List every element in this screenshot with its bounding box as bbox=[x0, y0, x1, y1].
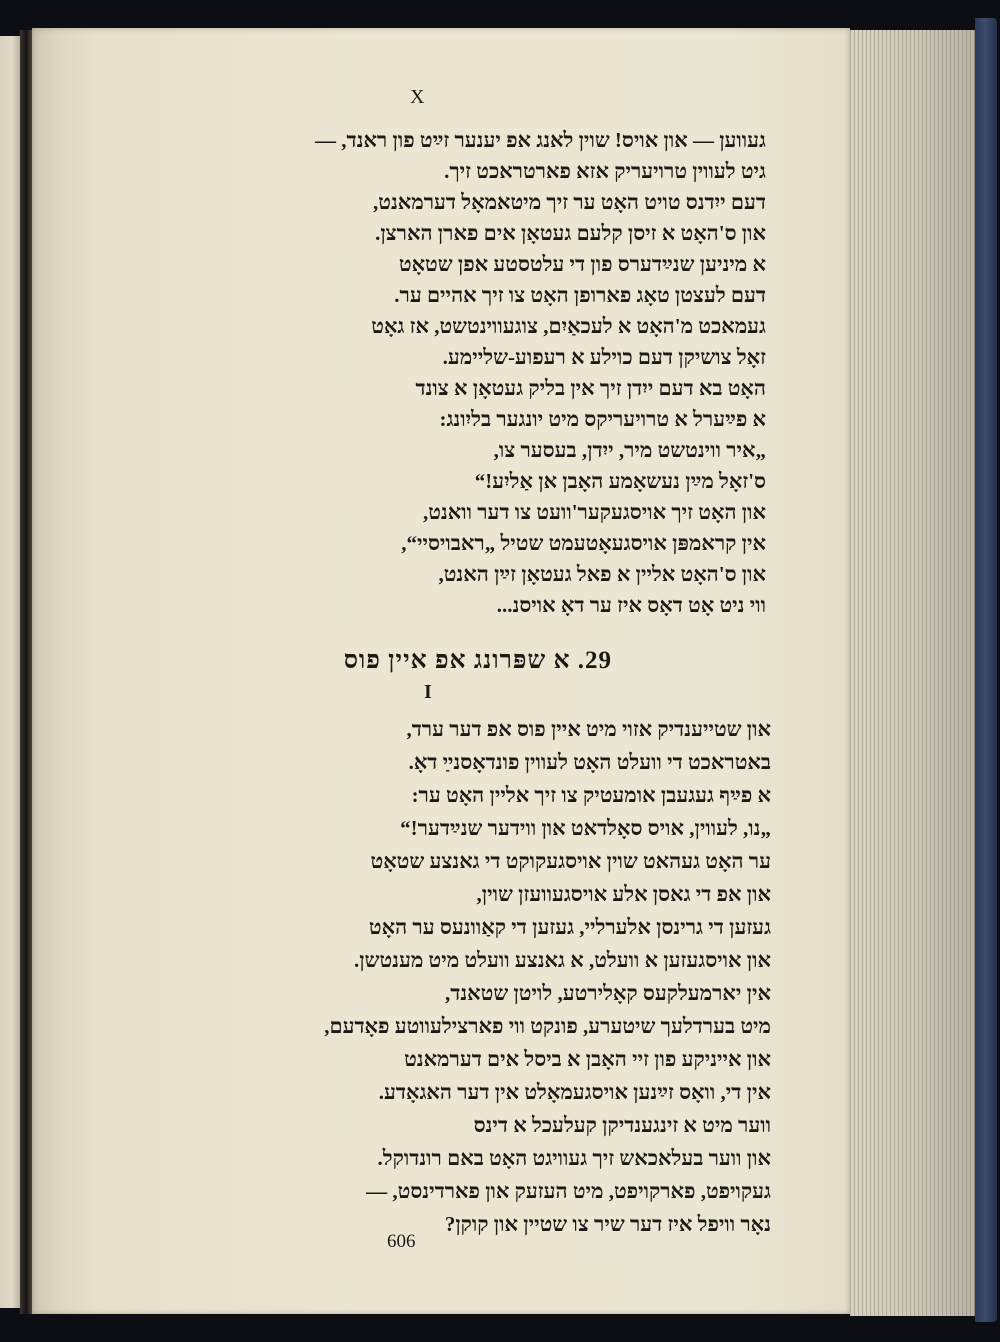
cover-edge bbox=[975, 18, 997, 1322]
text-line: זאָל צושיקן דעם כוילע א רעפוע-שליימע. bbox=[442, 345, 766, 369]
text-line: האָט בא דעם ייִדן זיך אין בליק געטאָן א צונד bbox=[415, 376, 766, 400]
text-line: אין די, וואָס זײַנען אויסגעמאָלט אין דער האגאָדע. bbox=[378, 1080, 771, 1104]
text-line: און אויסגעזען א וועלט, א גאנצע וועלט מיט מענטשן. bbox=[353, 948, 771, 972]
text-line: ווער מיט א זינגענדיקן קעלעכל א דינס bbox=[473, 1113, 771, 1137]
text-line: אין יארמעלקעס קאָלירטע, לויטן שטאנד, bbox=[444, 981, 771, 1005]
text-line: געקויפט, פארקויפט, מיט העזעק און פארדינסט, — bbox=[366, 1179, 771, 1203]
text-line: ער האָט געהאט שוין אויסגעקוקט די גאנצע שטאָט bbox=[370, 849, 771, 873]
text-line: א פײַף געגעבן אומעטיק צו זיך אליין האָט ער: bbox=[411, 783, 771, 807]
text-line: „איר ווינטשט מיר, ייִדן, בעסער צו, bbox=[493, 438, 766, 462]
text-line: „נו, לעווין, אויס סאָלדאט און ווידער שנײַדער!“ bbox=[400, 816, 771, 840]
text-line: באטראכט די וועלט האָט לעווין פונדאָסנײַ דאָ. bbox=[408, 750, 771, 774]
text-line: דעם לעצטן טאָג פארופן האָט צו זיך אהיים ער. bbox=[394, 283, 766, 307]
text-line: געזען די גרינסן אלערליי, געזען די קאַוונעס ער האָט bbox=[368, 915, 771, 939]
text-line: ס'זאָל מײַן נעשאָמע האָבן אן אַליִע!“ bbox=[474, 469, 766, 493]
page-number: 606 bbox=[387, 1231, 416, 1252]
text-line: געמאכט מ'האָט א לעכאַיִם, צוגעווינטשט, אז גאָט bbox=[371, 314, 766, 338]
text-line: געווען — און אויס! שוין לאנג אפ יענער זײַט פון ראנד, — bbox=[315, 128, 766, 152]
text-line: און ווער בעלאכאש זיך געוויגט האָט באם רונדוקל. bbox=[377, 1146, 771, 1170]
text-line: א מיניען שנײַדערס פון די עלטסטע אפן שטאָט bbox=[398, 252, 766, 276]
chapter-heading: 29. א שפּרונג אפ איין פוס bbox=[343, 647, 612, 674]
text-line: און אפ די גאסן אלע אויסגעוועזן שוין, bbox=[476, 882, 771, 906]
facing-page-edge bbox=[0, 36, 20, 1308]
gutter-shadow bbox=[20, 30, 32, 1314]
poem-stanza bbox=[126, 125, 766, 621]
page-stack-edge bbox=[850, 30, 975, 1316]
text-line: און ס'האָט א זיסן קלעם געטאָן אים פארן הארצן. bbox=[375, 221, 766, 245]
text-line: מיט בערדלעך שיטערע, פונקט ווי פארצילעווטע פאָדעם, bbox=[324, 1014, 771, 1038]
text-line: גיט לעווין טרויעריק אזא פארטראכט זיך. bbox=[444, 159, 766, 183]
text-line: נאָר וויפל איז דער שיר צו שטיין און קוקן? bbox=[444, 1212, 771, 1236]
text-line: און שטייענדיק אזוי מיט איין פוס אפ דער ערד, bbox=[406, 717, 771, 741]
text-line: און האָט זיך אויסגעקער'וועט צו דער וואנט, bbox=[422, 500, 766, 524]
text-line: דעם ייִדנס טויט האָט ער זיך מיטאמאָל דערמאנט, bbox=[373, 190, 766, 214]
text-line: און אייניקע פון זיי האָבן א ביסל אים דערמאנט bbox=[404, 1047, 771, 1071]
section-numeral: X bbox=[410, 86, 425, 108]
text-line: ווי ניט אָט דאָס איז ער דאָ אויסנ... bbox=[496, 593, 766, 617]
text-line: אין קראמפּן אויסגעאָטעמט שטיל „ראבויסיי“, bbox=[401, 531, 766, 555]
part-numeral: I bbox=[424, 681, 432, 703]
text-line: און ס'האָט אליין א פאל געטאָן זײַן האנט, bbox=[438, 562, 766, 586]
text-line: א פײַערל א טרויעריקס מיט יונגער בליִונג: bbox=[439, 407, 766, 431]
part-text bbox=[131, 713, 771, 1241]
